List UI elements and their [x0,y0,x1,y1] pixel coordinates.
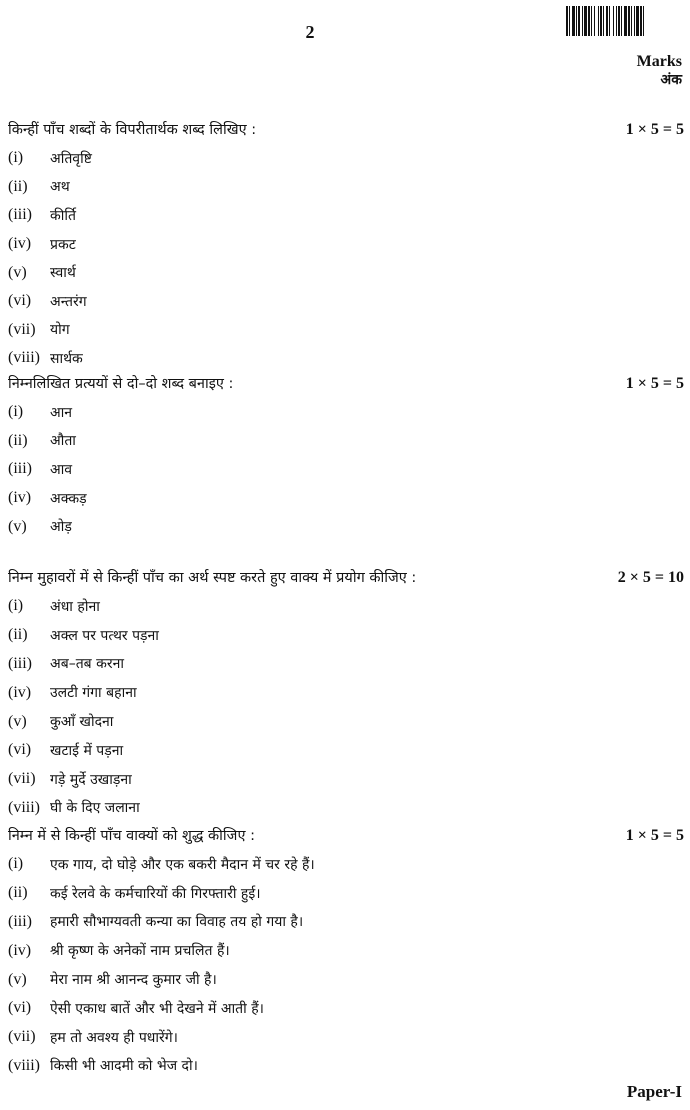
item-number: (viii) [8,349,40,367]
item-number: (vi) [8,292,32,310]
item-text: कुआँ खोदना [50,714,114,731]
item-number: (i) [8,597,24,615]
item-text: योग [50,322,70,339]
item-text: प्रकट [50,236,76,253]
question-header [8,822,684,850]
list-item [8,1052,684,1081]
item-text: अथ [50,179,70,196]
list-item [8,1023,684,1052]
item-number: (ii) [8,431,28,449]
item-text: मेरा नाम श्री आनन्द कुमार जी है। [50,972,217,989]
marks-header-hi: अंक [660,72,682,88]
item-number: (iv) [8,235,32,253]
item-number: (iii) [8,206,32,224]
question-title: निम्नलिखित प्रत्ययों से दो–दो शब्द बनाइए : [8,376,234,392]
item-number: (v) [8,970,27,988]
item-number: (v) [8,712,27,730]
item-text: श्री कृष्ण के अनेकों नाम प्रचलित हैं। [50,943,230,960]
list-item [8,455,684,484]
item-number: (i) [8,403,24,421]
question-header [8,116,684,144]
item-text: अक्ल पर पत्थर पड़ना [50,627,159,644]
list-item [8,736,684,765]
item-text: सार्थक [50,350,83,367]
item-text: अन्तरंग [50,293,87,310]
item-text: ऐसी एकाध बातें और भी देखने में आती हैं। [50,1000,264,1017]
item-text: हमारी सौभाग्यवती कन्या का विवाह तय हो गया है। [50,914,304,931]
item-number: (vii) [8,1028,36,1046]
item-number: (viii) [8,798,40,816]
list-item [8,512,684,541]
item-number: (vii) [8,770,36,788]
list-item [8,144,684,173]
item-text: एक गाय, दो घोड़े और एक बकरी मैदान में चर रहे हैं। [50,856,315,873]
item-number: (iii) [8,912,32,930]
item-text: कई रेलवे के कर्मचारियों की गिरफ्तारी हुई। [50,885,261,902]
question-title: निम्न मुहावरों में से किन्हीं पाँच का अर्थ स्पष्ट करते हुए वाक्य में प्रयोग कीजिए : [8,570,417,586]
item-text: अतिवृष्टि [50,150,92,167]
item-number: (ii) [8,884,28,902]
item-text: किसी भी आदमी को भेज दो। [50,1058,198,1075]
item-text: उलटी गंगा बहाना [50,685,137,702]
list-item [8,344,684,373]
item-number: (iv) [8,683,32,701]
question-corrections [8,822,684,1080]
item-text: अब–तब करना [50,656,124,673]
item-text: कीर्ति [50,207,76,224]
list-item [8,765,684,794]
marks-header-en: Marks [636,53,682,70]
list-item [8,850,684,879]
item-text: खटाई में पड़ना [50,742,124,759]
list-item [8,994,684,1023]
question-header [8,370,684,398]
list-item [8,621,684,650]
list-item [8,908,684,937]
question-marks: 1 × 5 = 5 [625,121,684,138]
list-item [8,650,684,679]
paper-label: Paper-I [626,1082,682,1101]
item-number: (iii) [8,460,32,478]
item-text: अंधा होना [50,598,100,615]
item-text: गड़े मुर्दे उखाड़ना [50,771,132,788]
question-title: निम्न में से किन्हीं पाँच वाक्यों को शुद्ध कीजिए : [8,828,255,844]
marks-header [637,52,682,90]
barcode [566,6,682,36]
item-text: स्वार्थ [50,265,76,282]
list-item [8,707,684,736]
item-number: (vi) [8,741,32,759]
question-title: किन्हीं पाँच शब्दों के विपरीतार्थक शब्द लिखिए : [8,122,257,138]
item-text: हम तो अवश्य ही पधारेंगे। [50,1029,178,1046]
list-item [8,965,684,994]
question-idioms [8,564,684,822]
list-item [8,258,684,287]
question-antonyms [8,116,684,373]
list-item [8,592,684,621]
item-text: ओड़ [50,519,72,536]
question-marks: 1 × 5 = 5 [625,827,684,844]
item-number: (vii) [8,320,36,338]
list-item [8,173,684,202]
item-text: आन [50,404,73,421]
item-number: (vi) [8,999,32,1017]
item-number: (iii) [8,654,32,672]
item-number: (v) [8,263,27,281]
list-item [8,936,684,965]
item-text: औता [50,433,76,450]
item-number: (viii) [8,1056,40,1074]
item-number: (iv) [8,489,32,507]
item-text: आव [50,461,73,478]
list-item [8,678,684,707]
list-item [8,427,684,456]
item-number: (ii) [8,177,28,195]
item-number: (v) [8,517,27,535]
list-item [8,794,684,823]
item-number: (ii) [8,626,28,644]
page-number: 2 [305,22,315,42]
list-item [8,230,684,259]
list-item [8,879,684,908]
list-item [8,316,684,345]
item-text: घी के दिए जलाना [50,800,140,817]
item-number: (i) [8,855,24,873]
list-item [8,201,684,230]
question-header [8,564,684,592]
list-item [8,484,684,513]
question-marks: 1 × 5 = 5 [625,375,684,392]
question-marks: 2 × 5 = 10 [617,569,684,586]
barcode-bar [643,6,644,36]
item-text: अक्कड़ [50,490,87,507]
item-number: (iv) [8,941,32,959]
list-item [8,398,684,427]
list-item [8,287,684,316]
item-number: (i) [8,149,24,167]
question-suffixes [8,370,684,541]
